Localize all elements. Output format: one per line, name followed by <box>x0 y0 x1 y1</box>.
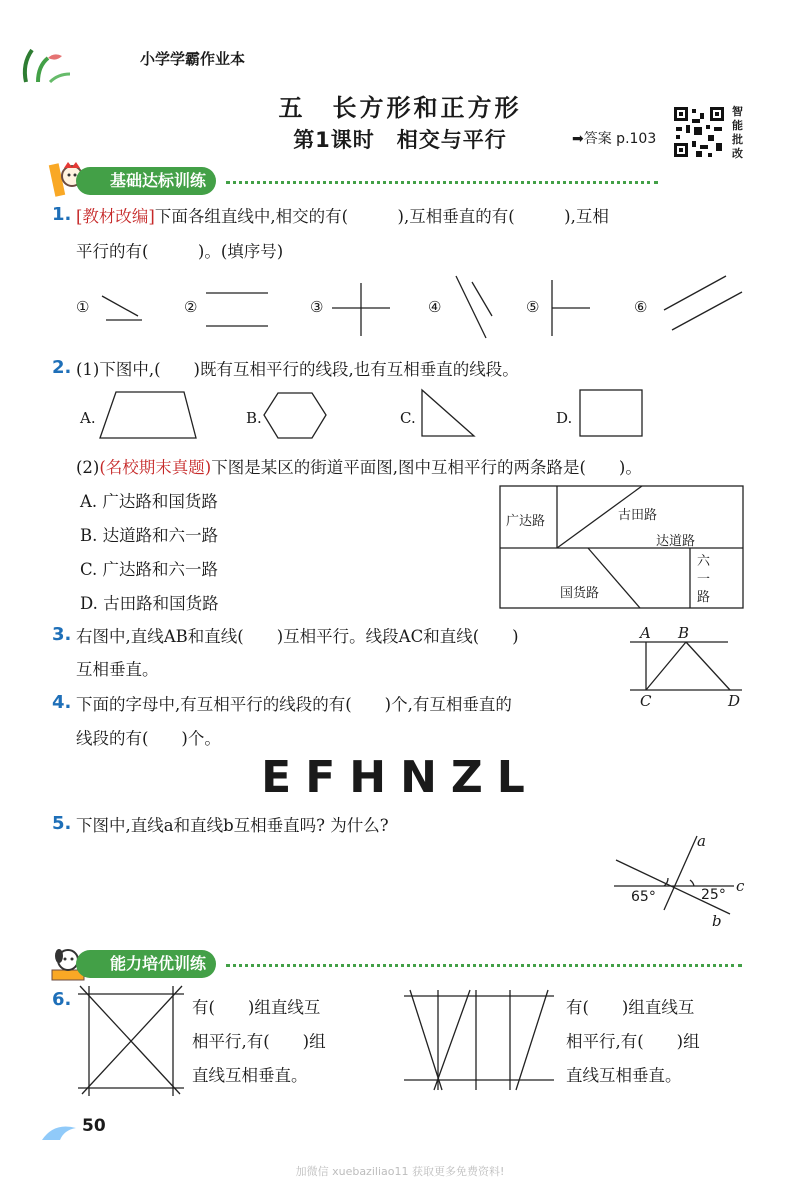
question-2-number: 2. <box>52 357 72 378</box>
shape-label-d: D. <box>556 409 573 427</box>
watermark-text: 加微信 xuebaziliao11 获取更多免费资料! <box>295 1165 505 1178</box>
map-label-dadao: 达道路 <box>656 534 696 549</box>
q2-option-d: D. 古田路和国货路 <box>80 594 219 613</box>
question-1-line-2: 平行的有( )。(填序号) <box>76 242 284 261</box>
question-3-number: 3. <box>52 624 72 645</box>
question-6-number: 6. <box>52 989 72 1010</box>
shape-label-c: C. <box>400 409 416 427</box>
line-b-label: b <box>712 912 722 930</box>
question-4-line-2: 线段的有( )个。 <box>76 729 221 748</box>
q6-right-line-3: 直线互相垂直。 <box>566 1066 682 1085</box>
question-3-line-2: 互相垂直。 <box>76 660 159 679</box>
shape-label-a: A. <box>80 409 96 427</box>
option-label-5: ⑤ <box>526 298 540 316</box>
q2-option-a: A. 广达路和国货路 <box>80 492 218 511</box>
unit-title: 五 长方形和正方形 <box>278 94 522 122</box>
brand-title: 小学学霸作业本 <box>140 50 246 68</box>
line-c-label: c <box>736 877 745 895</box>
map-label-liuyi: 六 一 路 <box>697 554 711 605</box>
q6-right-line-1: 有( )组直线互 <box>566 998 695 1017</box>
point-d-label: D <box>728 692 741 710</box>
section-advanced-banner: 能力培优训练 <box>76 950 216 978</box>
letter-set: EFHNZL <box>261 752 539 803</box>
option-label-3: ③ <box>310 298 324 316</box>
option-label-4: ④ <box>428 298 442 316</box>
smart-grading-label: 智 能 批 改 <box>732 105 743 160</box>
page-number: 50 <box>82 1116 106 1136</box>
option-label-6: ⑥ <box>634 298 648 316</box>
q2-option-b: B. 达道路和六一路 <box>80 526 219 545</box>
q6-left-line-2: 相平行,有( )组 <box>192 1032 326 1051</box>
angle-65-label: 65° <box>631 889 656 905</box>
question-4-number: 4. <box>52 692 72 713</box>
point-a-label: A <box>640 624 651 642</box>
line-a-label: a <box>697 832 706 850</box>
question-5-text: 下图中,直线a和直线b互相垂直吗? 为什么? <box>76 816 389 835</box>
q2-option-c: C. 广达路和六一路 <box>80 560 219 579</box>
question-2-part-1: (1)下图中,( )既有互相平行的线段,也有互相垂直的线段。 <box>76 360 519 379</box>
dolphin-icon <box>40 1118 80 1144</box>
shape-label-b: B. <box>246 409 262 427</box>
answer-reference: ➡答案 p.103 <box>572 131 657 147</box>
question-1-number: 1. <box>52 204 72 225</box>
q6-left-line-3: 直线互相垂直。 <box>192 1066 308 1085</box>
q6-right-line-2: 相平行,有( )组 <box>566 1032 700 1051</box>
section-basic-banner: 基础达标训练 <box>76 167 216 195</box>
map-label-guohuo: 国货路 <box>560 586 600 601</box>
point-b-label: B <box>678 624 690 642</box>
question-4-line-1: 下面的字母中,有互相平行的线段的有( )个,有互相垂直的 <box>76 695 512 714</box>
map-label-gutian: 古田路 <box>618 508 658 523</box>
question-5-number: 5. <box>52 813 72 834</box>
question-2-part-2: (2)(名校期末真题)下图是某区的街道平面图,图中互相平行的两条路是( )。 <box>76 458 642 477</box>
angle-25-label: 25° <box>701 887 726 903</box>
option-label-2: ② <box>184 298 198 316</box>
q6-left-line-1: 有( )组直线互 <box>192 998 321 1017</box>
map-label-guangda: 广达路 <box>506 514 546 529</box>
question-1-line-1: [教材改编]下面各组直线中,相交的有( ),互相垂直的有( ),互相 <box>76 207 609 226</box>
option-label-1: ① <box>76 298 90 316</box>
question-3-line-1: 右图中,直线AB和直线( )互相平行。线段AC和直线( ) <box>76 627 519 646</box>
lesson-title: 第1课时 相交与平行 <box>293 128 507 152</box>
point-c-label: C <box>640 692 652 710</box>
